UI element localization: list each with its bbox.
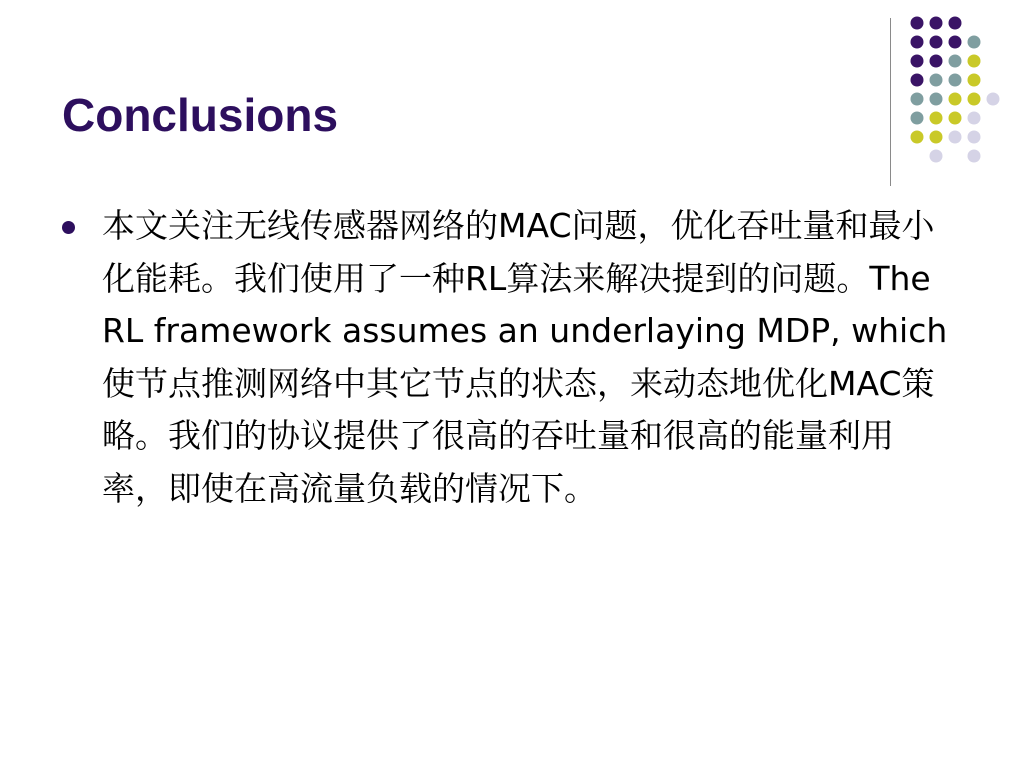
dot-purple xyxy=(930,55,943,68)
dot-teal xyxy=(930,74,943,87)
dot-teal xyxy=(949,55,962,68)
dot-purple xyxy=(911,74,924,87)
dot-teal xyxy=(949,74,962,87)
dot-purple xyxy=(911,17,924,30)
dot-lavender xyxy=(968,112,981,125)
bullet-list xyxy=(62,200,962,515)
bullet-dot-icon xyxy=(62,221,75,234)
dot-purple xyxy=(930,36,943,49)
dot-lavender xyxy=(930,150,943,163)
dot-teal xyxy=(968,36,981,49)
dot-purple xyxy=(930,17,943,30)
decorative-dot-grid xyxy=(907,15,1007,165)
dot-lavender xyxy=(987,93,1000,106)
dot-teal xyxy=(911,93,924,106)
slide-title: Conclusions xyxy=(62,89,339,141)
dot-purple xyxy=(911,55,924,68)
dot-yellow xyxy=(968,55,981,68)
dot-yellow xyxy=(968,74,981,87)
dot-yellow xyxy=(949,93,962,106)
dot-lavender xyxy=(968,150,981,163)
dot-yellow xyxy=(930,131,943,144)
dot-lavender xyxy=(968,131,981,144)
dot-yellow xyxy=(930,112,943,125)
dot-lavender xyxy=(949,131,962,144)
dot-teal xyxy=(911,112,924,125)
dot-purple xyxy=(949,36,962,49)
bullet-text: 本文关注无线传感器网络的MAC问题，优化吞吐量和最小化能耗。我们使用了一种RL算法来解决提到的问题。The RL framework assumes an underlaying MDP, which使节点推测网络中其它节点的状态，来动态地优化MAC策略。我们的协议提供了很高的吞吐量和很高的能量利用率，即使在高流量负载的情况下。 xyxy=(102,206,948,508)
bullet-item xyxy=(62,200,952,515)
dot-yellow xyxy=(911,131,924,144)
vertical-divider xyxy=(890,18,891,186)
dot-grid-graphic xyxy=(907,15,1007,165)
dot-yellow xyxy=(968,93,981,106)
dot-purple xyxy=(949,17,962,30)
dot-teal xyxy=(930,93,943,106)
dot-purple xyxy=(911,36,924,49)
dot-yellow xyxy=(949,112,962,125)
